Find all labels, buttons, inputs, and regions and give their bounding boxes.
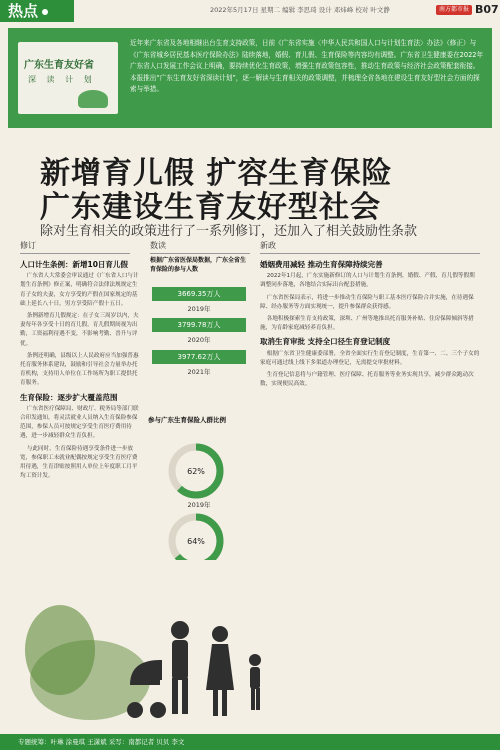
right-column — [260, 256, 480, 392]
tree-icon — [78, 90, 108, 108]
ratio-label: 62% — [187, 467, 205, 476]
newspaper-tag: 南方都市报 — [436, 5, 472, 15]
column-head-revision: 修订 — [20, 240, 130, 254]
paragraph: 根据广东省卫生健康委部署，全省全面实行生育登记制度，生育第一、二、三个子女的家庭可通过线上线下多渠道办理登记，无需提交审批材料。 — [260, 350, 480, 366]
paragraph: 广东省人大常委会审议通过《广东省人口与计划生育条例》修正案，明确符合法律法规规定生育子女的夫妻，女方享受的产假在国家规定的基础上延长八十日，男方享受陪产假十五日。 — [20, 273, 139, 307]
series-logo-title: 广东生育友好省 — [24, 60, 94, 71]
column-head-policy: 新政 — [260, 240, 480, 254]
paragraph: 条例新增育儿假规定：在子女三周岁以内，夫妻每年各享受十日的育儿假。育儿假期间视为出勤，工资福利待遇不变，不影响考勤、晋升与评优。 — [20, 313, 139, 347]
headline-line-2: 广东建设生育友好型社会 — [40, 190, 381, 225]
series-logo-card — [18, 42, 118, 114]
ratio-year: 2019年 — [187, 501, 211, 509]
insured-count-year: 2020年 — [187, 336, 211, 344]
data-intro-title: 根据广东省医保局数据，广东全省生育保险的参与人数 — [150, 257, 247, 274]
section-title: 取消生育审批 支持全口径生育登记制度 — [260, 337, 391, 347]
headline-line-1: 新增育儿假 扩容生育保险 — [40, 156, 393, 191]
insured-count-value: 3977.62万人 — [152, 350, 246, 364]
paragraph: 与此同时，生育保险待遇享受条件进一步放宽，参保职工未就业配偶按规定享受生育医疗费用待遇，生育津贴按照用人单位上年度职工月平均工资计发。 — [20, 445, 138, 480]
column-head-data: 数读 — [150, 240, 250, 254]
ratio-donut — [165, 440, 227, 502]
top-bar — [0, 0, 500, 22]
family-illustration — [20, 560, 350, 732]
insured-count-value: 3799.78万人 — [152, 318, 246, 332]
section-title: 人口计生条例：新增10日育儿假 — [20, 260, 128, 269]
editors-credit: 专题统筹：叶琳 涂曼琪 王潇斌 采写：南都记者 贝贝 李文 — [0, 734, 500, 750]
left-column — [20, 256, 140, 484]
section-label: 热点 — [0, 0, 74, 22]
ratio-label: 64% — [187, 537, 205, 546]
paragraph: 生育登记信息将与户籍管理、医疗保障、托育服务等业务实现共享，减少群众跑动次数，实现便民高效。 — [260, 372, 474, 388]
paragraph: 条例还明确，县级以上人民政府应当加强普惠托育服务体系建设，鼓励和引导社会力量举办托育机构，支持用人单位在工作场所为职工提供托育服务。 — [20, 352, 139, 387]
paragraph: 广东省医保局表示，将进一步推动生育保险与职工基本医疗保险合并实施，在待遇保障、经办服务等方面实现统一，提升参保群众获得感。 — [260, 294, 474, 310]
paragraph: 广东省医疗保障局、财政厅、税务局等部门联合印发通知，将灵活就业人员纳入生育保险参保范围，参保人员可按规定享受生育医疗费用待遇，进一步减轻群众生育负担。 — [20, 405, 139, 440]
insured-count-value: 3669.35万人 — [152, 287, 246, 301]
paragraph: 各地积极探索生育支持政策，深圳、广州等地推出托育服务补贴、住房保障倾斜等措施，为育龄家庭减轻养育负担。 — [260, 316, 474, 332]
headline-subtitle: 除对生育相关的政策进行了一系列修订，还加入了相关鼓励性条款 — [40, 224, 418, 239]
section-title: 生育保险：逐步扩大覆盖范围 — [20, 392, 118, 402]
section-title: 婚姻费用减轻 推动生育保障持续完善 — [260, 260, 383, 269]
intro-banner — [8, 28, 492, 128]
page-number: B07 — [475, 3, 499, 16]
dot-icon — [42, 9, 48, 15]
insured-count-year: 2019年 — [187, 305, 211, 313]
paragraph: 2022年1月起，广东实施新修订的人口与计划生育条例，婚假、产假、育儿假等假期调整同步落地，各地结合实际出台配套措施。 — [260, 273, 475, 289]
intro-text: 近年来广东省及各地相继出台生育支持政策，日前《广东省实施〈中华人民共和国人口与计划生育法〉办法》（修正）与《广东省城乡居民基本医疗保险办法》陆续落地，婚假、育儿假、生育保险等内容均有调整。广东省卫生健康委在2022年广东省人口发展工作会议上明确，要持续优化生育政策，增强生育政策包容性，推动生育政策与经济社会政策配套衔接。本报推出“广东生育友好省深读计划”，逐一解读与生育相关的政策调整，并梳理全省各地在建设生育友好型社会方面的探索与举措。 — [130, 39, 484, 93]
series-logo-subtitle: 深 读 计 划 — [28, 75, 96, 84]
family-silhouette-icon — [20, 560, 350, 732]
issue-meta: 2022年5月17日 星期二 编辑 李思琦 设计 邓炜峰 校对 叶文静 — [210, 6, 390, 14]
insured-count-year: 2021年 — [187, 368, 211, 376]
ratio-chart-title: 参与广东生育保险人群比例 — [148, 416, 226, 424]
